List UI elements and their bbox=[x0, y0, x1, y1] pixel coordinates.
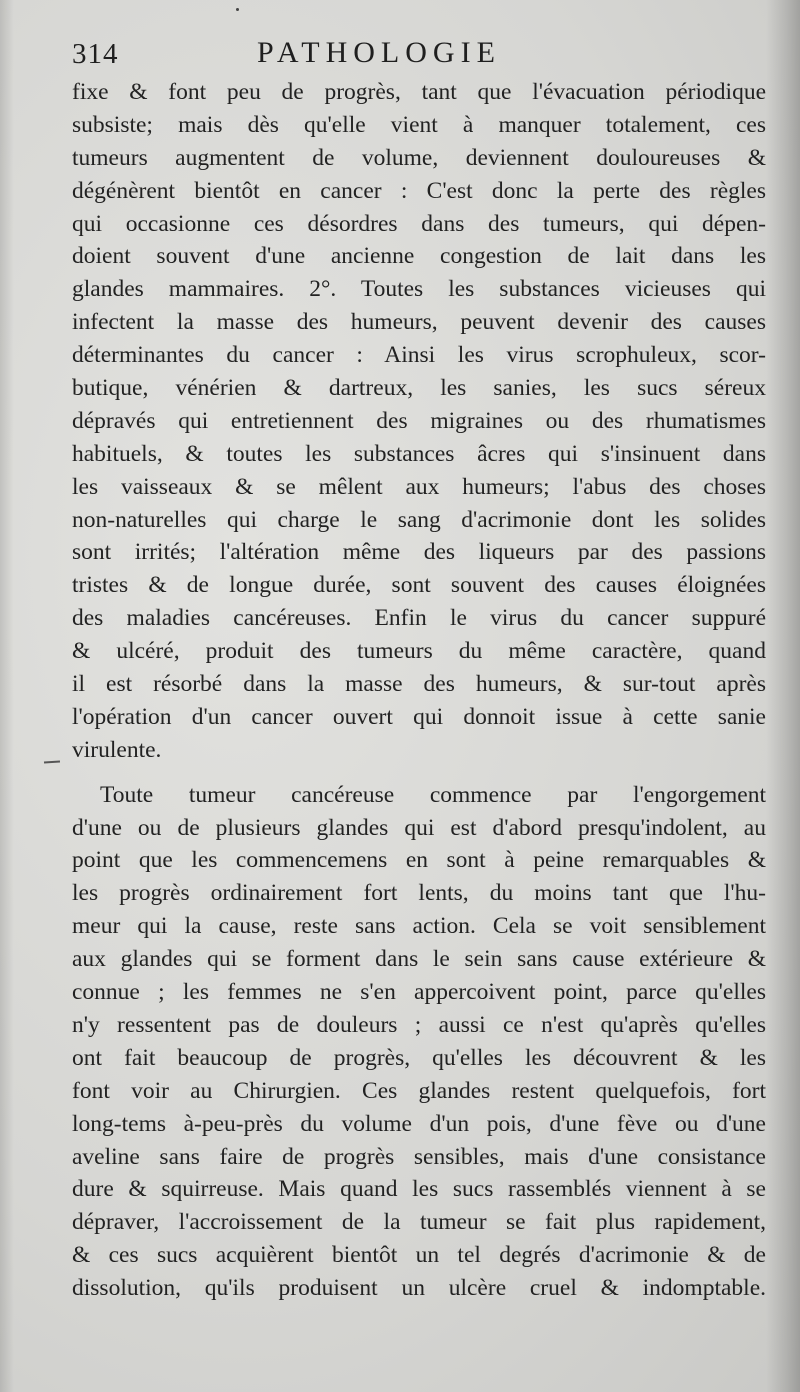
running-title: PATHOLOGIE bbox=[257, 36, 501, 69]
text-line: aveline sans faire de progrès sensibles, mais d'une consistance bbox=[72, 1143, 766, 1170]
text-line: les progrès ordinairement fort lents, du moins tant que l'hu- bbox=[72, 880, 766, 907]
text-line: & ulcéré, produit des tumeurs du même caractère, quand bbox=[72, 638, 766, 665]
text-line: subsiste; mais dès qu'elle vient à manquer totalement, ces bbox=[72, 111, 766, 138]
text-line: tristes & de longue durée, sont souvent des causes éloignées bbox=[72, 572, 766, 599]
ink-speck bbox=[236, 8, 239, 11]
text-line: dépraver, l'accroissement de la tumeur se fait plus rapidement, bbox=[72, 1209, 766, 1236]
page-gutter-shadow bbox=[0, 0, 14, 1392]
text-line: habituels, & toutes les substances âcres qui s'insinuent dans bbox=[72, 440, 766, 467]
text-line: aux glandes qui se forment dans le sein sans cause extérieure & bbox=[72, 946, 766, 973]
text-line: doient souvent d'une ancienne congestion de lait dans les bbox=[72, 243, 766, 270]
text-line: sont irrités; l'altération même des liqueurs par des passions bbox=[72, 539, 766, 566]
paragraph-spacer bbox=[72, 767, 766, 779]
text-line: long-tems à-peu-près du volume d'un pois, d'une fève ou d'une bbox=[72, 1110, 766, 1137]
page-number: 314 bbox=[72, 38, 119, 70]
text-line: d'une ou de plusieurs glandes qui est d'abord presqu'indolent, au bbox=[72, 814, 766, 841]
text-line: les vaisseaux & se mêlent aux humeurs; l'abus des choses bbox=[72, 473, 766, 500]
text-line: point que les commencemens en sont à peine remarquables & bbox=[72, 847, 766, 874]
text-line: fixe & font peu de progrès, tant que l'évacuation périodique bbox=[72, 79, 766, 105]
text-line: n'y ressentent pas de douleurs ; aussi ce n'est qu'après qu'elles bbox=[72, 1011, 766, 1038]
text-line: il est résorbé dans la masse des humeurs, & sur-tout après bbox=[72, 671, 766, 698]
paragraph bbox=[72, 779, 766, 1305]
text-line: ont fait beaucoup de progrès, qu'elles les découvrent & les bbox=[72, 1044, 766, 1071]
text-line: déterminantes du cancer : Ainsi les virus scrophuleux, scor- bbox=[72, 342, 766, 369]
text-line: butique, vénérien & dartreux, les sanies, les sucs séreux bbox=[72, 375, 766, 402]
text-line: dure & squirreuse. Mais quand les sucs rassemblés viennent à se bbox=[72, 1176, 766, 1203]
text-line: infectent la masse des humeurs, peuvent devenir des causes bbox=[72, 309, 766, 336]
text-line: l'opération d'un cancer ouvert qui donnoit issue à cette sanie bbox=[72, 703, 766, 730]
text-line: dépravés qui entretiennent des migraines ou des rhumatismes bbox=[72, 407, 766, 434]
text-line: dissolution, qu'ils produisent un ulcère cruel & indomptable. bbox=[72, 1275, 766, 1302]
text-line: virulente. bbox=[72, 736, 162, 763]
text-line: meur qui la cause, reste sans action. Cela se voit sensiblement bbox=[72, 913, 766, 940]
body-text bbox=[72, 76, 766, 1305]
text-line: glandes mammaires. 2°. Toutes les substances vicieuses qui bbox=[72, 276, 766, 303]
page-edge-shadow bbox=[766, 0, 800, 1392]
paragraph bbox=[72, 76, 766, 767]
text-line: tumeurs augmentent de volume, deviennent douloureuses & bbox=[72, 144, 766, 171]
text-line: font voir au Chirurgien. Ces glandes restent quelquefois, fort bbox=[72, 1077, 766, 1104]
text-line: dégénèrent bientôt en cancer : C'est donc la perte des règles bbox=[72, 177, 766, 204]
page-header bbox=[72, 36, 772, 80]
text-line: des maladies cancéreuses. Enfin le virus du cancer suppuré bbox=[72, 605, 766, 632]
margin-dash-mark bbox=[44, 760, 60, 763]
text-line: Toute tumeur cancéreuse commence par l'engorgement bbox=[100, 781, 766, 808]
text-line: & ces sucs acquièrent bientôt un tel degrés d'acrimonie & de bbox=[72, 1242, 766, 1269]
text-line: qui occasionne ces désordres dans des tumeurs, qui dépen- bbox=[72, 210, 766, 237]
text-line: non-naturelles qui charge le sang d'acrimonie dont les solides bbox=[72, 506, 766, 533]
text-line: connue ; les femmes ne s'en appercoivent point, parce qu'elles bbox=[72, 979, 766, 1006]
